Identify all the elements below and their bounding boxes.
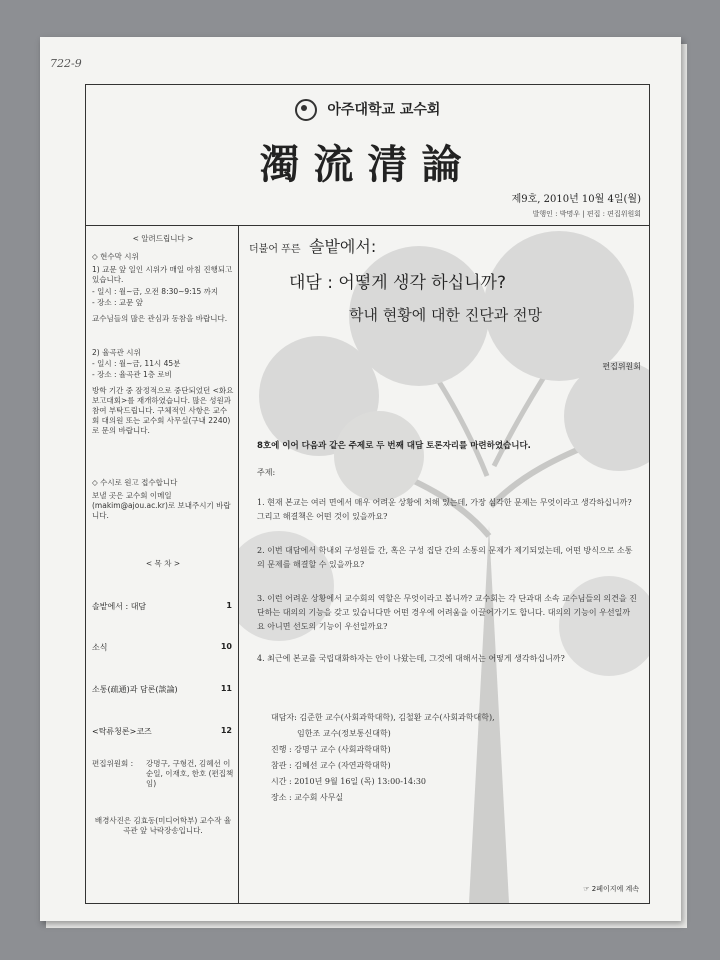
article-title: 대담 : 어떻게 생각 하십니까?: [289, 273, 507, 293]
notice-s3-p1: 보낼 곳은 교수회 이메일(makim@ajou.ac.kr)로 보내주시기 바랍니다.: [92, 491, 231, 520]
toc-item[interactable]: [92, 726, 232, 737]
info-time: 시간 : 2010년 9월 16일 (목) 13:00-14:30: [271, 777, 427, 786]
question-3: 3. 이런 어려운 상황에서 교수회의 역할은 무엇이라고 봅니까? 교수회는 각 단과대 소속 교수님들의 의견을 진단하는 대의의 기능을 갖고 있습니다만 어떤 경우에 어려움을 이끌어가기도 합니다. 대의의 기능이 우선일까요 아니면 선도의 기능이 우선일까요?: [257, 594, 637, 631]
toc-item[interactable]: [92, 601, 232, 612]
toc-item-page: 11: [220, 684, 232, 693]
notice-s1-p2: - 일시 : 월~금, 오전 8:30~9:15 까지: [92, 287, 219, 296]
masthead-box: [86, 85, 649, 226]
toc-item[interactable]: [92, 642, 232, 653]
toc-item-label: 소식: [92, 643, 108, 652]
notice-s1-p4: 교수님들의 많은 관심과 동참을 바랍니다.: [92, 314, 228, 323]
background-credit: 배경사진은 김효동(미디어학부) 교수작 율곡관 앞 낙락장송입니다.: [94, 816, 232, 835]
toc-item-page: 12: [220, 726, 232, 735]
notice-s1-p3: - 장소 : 교문 앞: [92, 298, 143, 307]
toc-title: < 목 차 >: [145, 559, 181, 568]
notice-s2-p4: 방학 기간 중 잠정적으로 중단되었던 <화요보고대회>를 재개하였습니다. 많은 성원과 참여 부탁드립니다. 구체적인 사항은 교수회 대의원 또는 교수회 사무실(구내 2240)로 문의 바랍니다.: [92, 386, 234, 435]
notice-s2-p1: 2) 율곡관 시위: [92, 348, 141, 357]
topic-label: 주제:: [257, 468, 276, 477]
org-name: 아주대학교 교수회: [327, 102, 441, 118]
editors-names: 강명구, 구형건, 김혜선 이순일, 이재호, 한호 (편집책임): [146, 759, 234, 788]
kicker-big: 솔밭에서:: [309, 237, 377, 256]
university-seal-icon: [295, 99, 317, 121]
publisher-info: 발행인 : 박명우 | 편집 : 편집위원회: [532, 210, 641, 218]
org-line: [86, 99, 649, 121]
question-4: 4. 최근에 본교를 국립대화하자는 안이 나왔는데, 그것에 대해서는 어떻게 생각하십니까?: [257, 654, 565, 663]
toc-item-label: 솔밭에서 : 대담: [92, 602, 147, 611]
notice-s2-p3: - 장소 : 율곡관 1층 로비: [92, 370, 172, 379]
article-byline: 편집위원회: [602, 362, 641, 371]
notice-s3-title: ◇ 수시로 원고 접수합니다: [92, 478, 178, 487]
notice-s1-title: ◇ 현수막 시위: [92, 252, 139, 261]
main-article: [239, 226, 649, 903]
notice-s2-p2: - 일시 : 월~금, 11시 45분: [92, 359, 181, 368]
info-observer: 참관 : 김혜선 교수 (자연과학대학): [271, 761, 391, 770]
question-2: 2. 이번 대담에서 학내외 구성원들 간, 혹은 구성 집단 간의 소통의 문제가 제기되었는데, 어떤 방식으로 소통의 문제를 해결할 수 있을까요?: [257, 546, 633, 569]
newsletter-page: [40, 37, 681, 921]
toc-item-page: 1: [226, 601, 232, 610]
notice-title: < 알려드립니다 >: [132, 234, 194, 243]
info-place: 장소 : 교수회 사무실: [271, 793, 344, 802]
sidebar: [86, 226, 239, 903]
notice-s1-p1: 1) 교문 앞 일인 시위가 매일 아침 진행되고 있습니다.: [92, 265, 233, 284]
question-1: 1. 현재 본교는 여러 면에서 매우 어려운 상황에 처해 있는데, 가장 심각한 문제는 무엇이라고 생각하십니까? 그리고 해결책은 어떤 것이 있을까요?: [257, 498, 632, 521]
article-subtitle: 학내 현황에 대한 진단과 전망: [349, 306, 542, 324]
issue-date: 제9호, 2010년 10월 4일(월): [511, 194, 641, 205]
info-participants-2: 임한조 교수(정보통신대학): [297, 729, 391, 738]
editors-label: 편집위원회 :: [92, 759, 134, 768]
kicker-small: 더불어 푸른: [249, 244, 301, 255]
toc-item-page: 10: [220, 642, 232, 651]
toc-item[interactable]: [92, 684, 232, 695]
toc-item-label: 소통(疏通)과 담론(談論): [92, 685, 178, 694]
info-moderator: 진행 : 강명구 교수 (사회과학대학): [271, 745, 391, 754]
masthead-title: 濁流清論: [259, 141, 476, 188]
page-frame: [85, 84, 650, 904]
toc-item-label: <탁류청론>코즈: [92, 727, 152, 736]
article-intro: 8호에 이어 다음과 같은 주제로 두 번째 대담 토론자리를 마련하였습니다.: [257, 441, 531, 451]
info-participants: 대담자: 김준한 교수(사회과학대학), 김철환 교수(사회과학대학),: [271, 713, 495, 722]
pencil-note: 722-9: [50, 57, 82, 70]
continued-note: ☞ 2페이지에 계속: [583, 885, 639, 893]
